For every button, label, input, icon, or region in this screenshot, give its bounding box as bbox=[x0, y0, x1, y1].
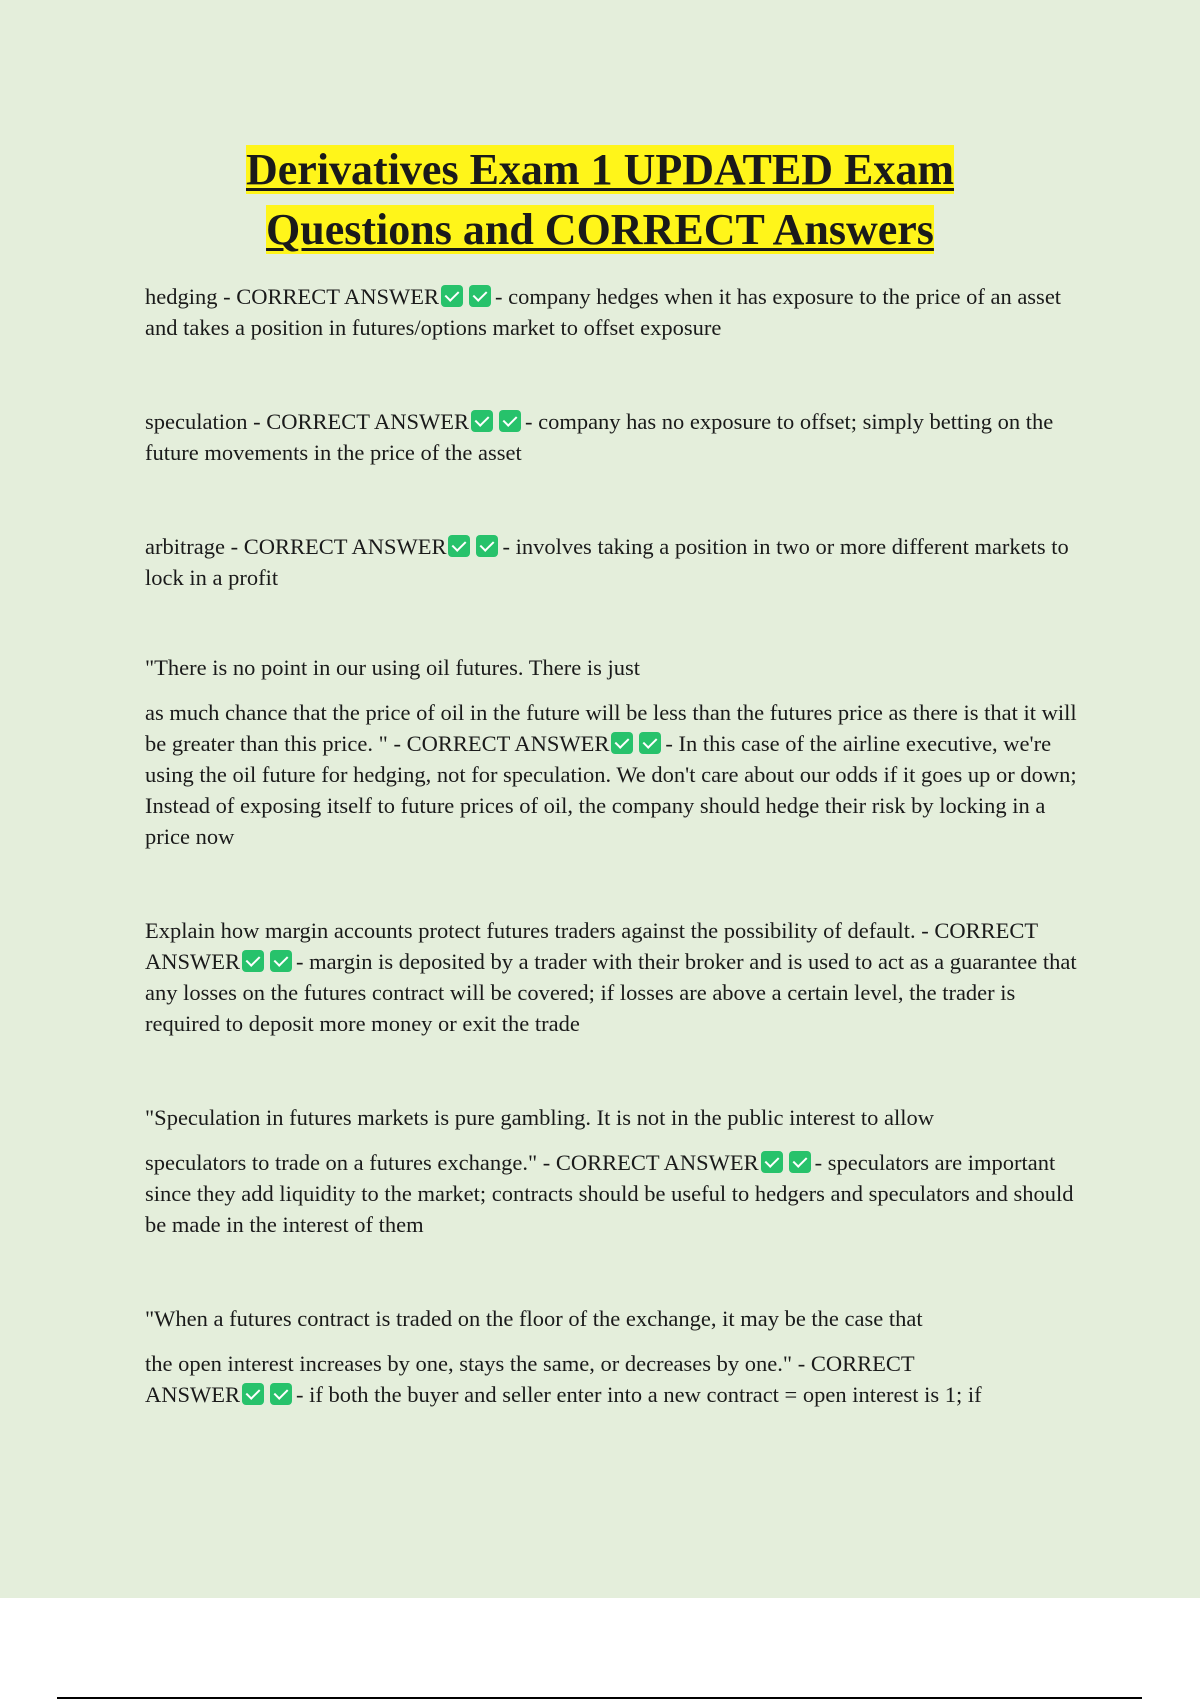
answer-label: CORRECT ANSWER bbox=[266, 409, 469, 434]
question-lead-line: "Speculation in futures markets is pure gambling. It is not in the public interest to allow bbox=[145, 1105, 935, 1130]
qa-list bbox=[145, 281, 1090, 1410]
question-lead-line: "When a futures contract is traded on the floor of the exchange, it may be the case that bbox=[145, 1306, 923, 1331]
green-checkbox-icon bbox=[471, 410, 493, 432]
green-checkbox-icon bbox=[639, 732, 661, 754]
question-text: Explain how margin accounts protect futures traders against the possibility of default. - bbox=[145, 918, 935, 943]
answer-text: - company hedges when it has exposure to the price of an asset and takes a position in futures/options market to offset exposure bbox=[145, 284, 1062, 340]
green-checkbox-icon bbox=[476, 535, 498, 557]
green-checkbox-icon bbox=[242, 1383, 264, 1405]
answer-label: CORRECT ANSWER bbox=[406, 731, 610, 756]
green-checkbox-icon bbox=[448, 535, 470, 557]
green-checkbox-icon bbox=[761, 1151, 783, 1173]
answer-text: - speculators are important since they add liquidity to the market; contracts should be useful to hedgers and speculators and should be made in the interest of them bbox=[145, 1150, 1074, 1237]
green-checkbox-icon bbox=[469, 285, 491, 307]
answer-label: CORRECT ANSWER bbox=[243, 534, 447, 559]
answer-text: - company has no exposure to offset; simply betting on the future movements in the price of the asset bbox=[145, 409, 1054, 465]
green-checkbox-icon bbox=[270, 1383, 292, 1405]
answer-text: - In this case of the airline executive, we're using the oil future for hedging, not for speculation. We don't care about our odds if it goes up or down; Instead of exposing itself to future prices of oil, the company should hedge their risk by locking in a price now bbox=[145, 731, 1077, 849]
footer-divider bbox=[57, 1697, 1142, 1699]
qa-item bbox=[145, 531, 1090, 593]
question-lead-line: "There is no point in our using oil futures. There is just bbox=[145, 655, 640, 680]
qa-item bbox=[145, 406, 1090, 468]
green-checkbox-icon bbox=[611, 732, 633, 754]
green-checkbox-icon bbox=[270, 950, 292, 972]
question-text: speculators to trade on a futures exchange." - bbox=[145, 1150, 556, 1175]
qa-item bbox=[145, 915, 1090, 1039]
answer-text: - margin is deposited by a trader with their broker and is used to act as a guarantee that any losses on the futures contract will be covered; if losses are above a certain level, the trader is required to deposit more money or exit the trade bbox=[145, 949, 1077, 1036]
question-text: hedging - bbox=[145, 284, 237, 309]
title-line-1: Derivatives Exam 1 UPDATED Exam bbox=[246, 145, 954, 194]
answer-text: - involves taking a position in two or more different markets to lock in a profit bbox=[145, 534, 1069, 590]
qa-item bbox=[145, 697, 1090, 852]
answer-label: CORRECT ANSWER bbox=[236, 284, 439, 309]
answer-label: CORRECT ANSWER bbox=[555, 1150, 759, 1175]
answer-label-second-word: ANSWER bbox=[145, 1382, 240, 1407]
answer-label: CORRECT ANSWER bbox=[145, 918, 1038, 974]
title-line-2: Questions and CORRECT Answers bbox=[266, 205, 934, 254]
green-checkbox-icon bbox=[242, 950, 264, 972]
green-checkbox-icon bbox=[499, 410, 521, 432]
green-checkbox-icon bbox=[789, 1151, 811, 1173]
qa-item bbox=[145, 281, 1090, 343]
question-text: as much chance that the price of oil in the future will be less than the futures price as there is that it will be greater than this price. " - bbox=[145, 700, 1077, 756]
question-text: speculation - bbox=[145, 409, 267, 434]
question-text: the open interest increases by one, stays the same, or decreases by one." - bbox=[145, 1351, 811, 1376]
question-text: arbitrage - bbox=[145, 534, 244, 559]
green-checkbox-icon bbox=[441, 285, 463, 307]
answer-label-first-word: CORRECT bbox=[810, 1351, 915, 1376]
answer-text: - if both the buyer and seller enter into a new contract = open interest is 1; if bbox=[296, 1382, 982, 1407]
qa-item bbox=[145, 1147, 1090, 1240]
document-title bbox=[0, 140, 1200, 260]
qa-item bbox=[145, 1348, 1090, 1410]
